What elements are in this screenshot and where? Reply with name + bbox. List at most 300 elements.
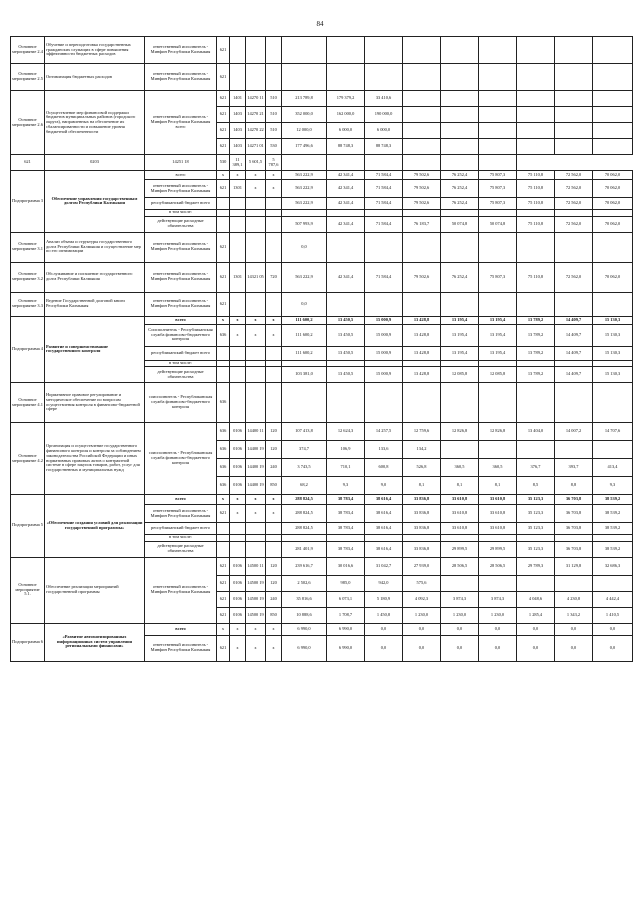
table-cell: 0,0: [517, 635, 555, 661]
table-cell: 75 807,3: [479, 180, 517, 198]
table-cell: 13 195,4: [441, 324, 479, 346]
table-cell: 13 195,4: [441, 316, 479, 324]
table-cell: x: [217, 171, 230, 180]
table-cell: x: [230, 316, 246, 324]
table-cell: 239 616,7: [282, 557, 327, 575]
table-cell: [266, 346, 282, 360]
table-cell: 507 993,9: [282, 216, 327, 232]
table-cell: [517, 91, 555, 107]
table-cell: [593, 232, 633, 262]
table-cell: 6 990,0: [327, 635, 365, 661]
table-cell: 15 130,3: [593, 367, 633, 383]
table-cell: 12 000,0: [282, 123, 327, 139]
table-cell: [230, 64, 246, 91]
table-cell: 120: [266, 557, 282, 575]
table-cell: [555, 441, 593, 459]
table-cell: Основное мероприятие 3.2: [11, 262, 45, 292]
table-cell: 13 789,2: [517, 316, 555, 324]
table-cell: [441, 155, 479, 171]
table-row: [11, 495, 633, 505]
table-cell: 13 450,5: [327, 324, 365, 346]
table-cell: 5 180,9: [365, 591, 403, 607]
table-cell: [555, 64, 593, 91]
table-cell: 42 341,4: [327, 216, 365, 232]
table-cell: 13 789,2: [517, 367, 555, 383]
table-cell: 1403: [230, 139, 246, 155]
table-cell: 76 252,4: [441, 198, 479, 210]
table-cell: 13 195,4: [479, 316, 517, 324]
table-cell: 352 000,0: [282, 107, 327, 123]
table-cell: Основное мероприятие 2.4: [11, 37, 45, 64]
table-cell: x: [217, 316, 230, 324]
table-cell: Осуществление мер финансовой поддержки бюджетов муниципальных районов (городского округа), направленных на обеспечение их сбалансированности и повышение уровня бюджетной обеспеченности: [45, 91, 145, 155]
table-cell: 563 222,9: [282, 262, 327, 292]
table-cell: 31 042,7: [365, 557, 403, 575]
table-cell: Нормативное правовое регулирование и методическое обеспечение по вопросам осуществления контроля в финансово-бюджетной сфере: [45, 383, 145, 423]
table-cell: 36 703,8: [555, 505, 593, 523]
table-cell: x: [266, 505, 282, 523]
table-cell: 75 110,8: [517, 198, 555, 210]
table-cell: 35 123,3: [517, 523, 555, 535]
table-cell: 376,7: [517, 459, 555, 477]
table-cell: 0106: [230, 441, 246, 459]
table-cell: 1 230,0: [403, 607, 441, 623]
table-cell: 636: [217, 459, 230, 477]
table-cell: 9,3: [593, 477, 633, 495]
table-cell: [517, 37, 555, 64]
table-cell: 27 939,0: [403, 557, 441, 575]
table-cell: 76 252,4: [441, 180, 479, 198]
table-cell: Основное мероприятие 4.1: [11, 383, 45, 423]
table-cell: 8,8: [555, 477, 593, 495]
table-cell: x: [266, 171, 282, 180]
table-cell: 33 836,8: [403, 523, 441, 535]
table-cell: x: [230, 495, 246, 505]
table-cell: 72 562,0: [555, 198, 593, 210]
table-cell: 29 899,5: [479, 541, 517, 557]
table-cell: 8,1: [479, 477, 517, 495]
table-row: [11, 232, 633, 262]
table-cell: [365, 232, 403, 262]
table-cell: 0106: [230, 557, 246, 575]
table-cell: 14500 11: [246, 557, 266, 575]
budget-table-body: [11, 37, 633, 662]
table-cell: 288 824,5: [282, 495, 327, 505]
table-cell: 621: [217, 37, 230, 64]
table-cell: 942,0: [365, 575, 403, 591]
table-cell: x: [266, 635, 282, 661]
table-cell: 38 539,2: [593, 495, 633, 505]
table-cell: 636: [217, 477, 230, 495]
table-cell: 29 789,3: [517, 557, 555, 575]
table-cell: 35 123,3: [517, 541, 555, 557]
table-cell: 14 409,7: [555, 324, 593, 346]
table-cell: 75 807,3: [479, 198, 517, 210]
table-cell: республиканский бюджет всего: [145, 523, 217, 535]
table-cell: ответственный исполнитель - Минфин Республики Калмыкия: [145, 505, 217, 523]
table-cell: 636: [217, 324, 230, 346]
table-cell: x: [266, 180, 282, 198]
table-cell: [517, 383, 555, 423]
table-cell: x: [217, 495, 230, 505]
table-cell: [246, 37, 266, 64]
table-cell: «Обеспечение создания условий для реализации государственной программы»: [45, 495, 145, 558]
table-cell: 120: [266, 423, 282, 441]
table-cell: 530: [217, 155, 230, 171]
table-cell: 213 789,8: [282, 91, 327, 107]
table-cell: 38 616,4: [365, 523, 403, 535]
table-cell: 33 836,8: [403, 541, 441, 557]
table-cell: 13 428,8: [403, 324, 441, 346]
table-cell: [266, 541, 282, 557]
table-cell: [282, 37, 327, 64]
table-cell: всего: [145, 171, 217, 180]
table-cell: 33 610,8: [479, 505, 517, 523]
table-cell: ответственный исполнитель - Минфин Республики Калмыкия: [145, 292, 217, 316]
table-cell: ответственный исполнитель - Минфин Республики Калмыкия: [145, 262, 217, 292]
table-cell: [403, 37, 441, 64]
table-cell: 12 085,8: [479, 367, 517, 383]
table-cell: 88 748,3: [365, 139, 403, 155]
table-cell: 526,8: [403, 459, 441, 477]
table-cell: 13 450,5: [327, 316, 365, 324]
table-cell: 42 341,4: [327, 262, 365, 292]
table-cell: 985,0: [327, 575, 365, 591]
table-cell: 0,0: [403, 635, 441, 661]
table-cell: ответственный исполнитель - Минфин Республики Калмыкия всего: [145, 91, 217, 155]
table-cell: [479, 123, 517, 139]
table-cell: [441, 64, 479, 91]
table-cell: 111 600,2: [282, 324, 327, 346]
table-cell: 5 787,6: [266, 155, 282, 171]
table-cell: [365, 64, 403, 91]
table-cell: 134,2: [403, 441, 441, 459]
table-cell: 0,0: [282, 292, 327, 316]
table-cell: [327, 155, 365, 171]
table-cell: [593, 575, 633, 591]
table-cell: [517, 123, 555, 139]
table-cell: 0,0: [517, 623, 555, 635]
table-cell: 6 990,0: [282, 623, 327, 635]
table-cell: [517, 575, 555, 591]
table-cell: соисполнитель - Республиканская служба финансово-бюджетного контроля: [145, 423, 217, 495]
table-cell: [327, 64, 365, 91]
table-cell: 133,6: [365, 441, 403, 459]
table-cell: [217, 216, 230, 232]
table-cell: 50 074,8: [441, 216, 479, 232]
table-cell: 14400 19: [246, 477, 266, 495]
table-cell: [479, 139, 517, 155]
table-row: [11, 292, 633, 316]
table-cell: 13 428,8: [403, 316, 441, 324]
table-cell: [403, 64, 441, 91]
table-cell: в том числе:: [145, 535, 217, 542]
table-cell: 13 195,4: [479, 324, 517, 346]
budget-table: [10, 36, 633, 662]
table-cell: Подпрограмма 5: [11, 495, 45, 558]
table-cell: [555, 91, 593, 107]
table-cell: 1 410,5: [593, 607, 633, 623]
table-cell: 70 062,0: [593, 180, 633, 198]
table-cell: 75 110,8: [517, 171, 555, 180]
table-cell: 6 073,1: [327, 591, 365, 607]
table-cell: 72 562,0: [555, 171, 593, 180]
table-cell: [479, 575, 517, 591]
table-cell: [266, 198, 282, 210]
table-cell: 4 092,3: [403, 591, 441, 607]
table-cell: 75 807,3: [479, 262, 517, 292]
table-cell: 70 062,0: [593, 216, 633, 232]
table-cell: x: [246, 495, 266, 505]
table-cell: всего: [145, 316, 217, 324]
table-cell: 15 130,3: [593, 316, 633, 324]
table-cell: Оптимизация бюджетных расходов: [45, 64, 145, 91]
table-cell: 14 409,7: [555, 367, 593, 383]
table-cell: 636: [217, 441, 230, 459]
table-cell: [230, 346, 246, 360]
table-cell: 1 230,0: [441, 607, 479, 623]
table-cell: Ведение Государственной долговой книги Республики Калмыкия: [45, 292, 145, 316]
table-cell: 13 428,8: [403, 346, 441, 360]
table-row: [11, 423, 633, 441]
table-cell: 0106: [230, 477, 246, 495]
table-row: [11, 155, 633, 171]
table-cell: 13 450,5: [327, 346, 365, 360]
table-row: [11, 37, 633, 64]
table-cell: 32 686,3: [593, 557, 633, 575]
table-cell: 13 428,8: [403, 367, 441, 383]
table-cell: 30 016,6: [327, 557, 365, 575]
table-cell: [441, 123, 479, 139]
table-cell: 0,0: [282, 232, 327, 262]
table-row: [11, 623, 633, 635]
table-cell: 12 826,8: [441, 423, 479, 441]
table-cell: ответственный исполнитель - Минфин Республики Калмыкия: [145, 232, 217, 262]
table-cell: 28 506,5: [441, 557, 479, 575]
table-cell: 0,0: [555, 623, 593, 635]
table-cell: 3 874,3: [479, 591, 517, 607]
table-cell: 12 759,6: [403, 423, 441, 441]
table-cell: действующие расходные обязательства: [145, 216, 217, 232]
table-cell: 621: [217, 557, 230, 575]
table-cell: 9,0: [365, 477, 403, 495]
table-row: [11, 557, 633, 575]
table-cell: [246, 64, 266, 91]
table-cell: 8,1: [403, 477, 441, 495]
table-cell: в том числе:: [145, 360, 217, 367]
table-cell: [230, 383, 246, 423]
table-cell: 9,3: [327, 477, 365, 495]
table-cell: Развитие и совершенствование государственного контроля: [45, 316, 145, 383]
table-cell: [403, 139, 441, 155]
table-cell: 38 783,4: [327, 523, 365, 535]
table-cell: 1 450,8: [365, 607, 403, 623]
table-cell: [266, 383, 282, 423]
table-row: [11, 316, 633, 324]
table-cell: x: [246, 623, 266, 635]
table-cell: Основное мероприятие 2.6: [11, 91, 45, 155]
table-cell: 510: [266, 123, 282, 139]
table-cell: 71 584,4: [365, 180, 403, 198]
table-cell: x: [246, 635, 266, 661]
table-cell: [403, 91, 441, 107]
table-cell: Обучение и переподготовка государственных гражданских служащих в сфере повышения эффективности бюджетных расходов: [45, 37, 145, 64]
table-cell: 75 110,8: [517, 180, 555, 198]
table-cell: 575,6: [403, 575, 441, 591]
table-cell: x: [217, 623, 230, 635]
table-cell: 1 230,0: [479, 607, 517, 623]
table-cell: [479, 64, 517, 91]
table-cell: 111 600,2: [282, 316, 327, 324]
table-cell: 621: [217, 232, 230, 262]
table-cell: 3 874,3: [441, 591, 479, 607]
table-cell: 14 707,6: [593, 423, 633, 441]
table-cell: x: [246, 316, 266, 324]
table-cell: 72 562,0: [555, 262, 593, 292]
table-cell: [593, 64, 633, 91]
table-cell: 621: [217, 575, 230, 591]
table-cell: [365, 37, 403, 64]
table-cell: 710,1: [327, 459, 365, 477]
table-cell: [327, 37, 365, 64]
table-cell: [403, 123, 441, 139]
table-cell: 42 341,4: [327, 198, 365, 210]
table-cell: 12 624,3: [327, 423, 365, 441]
table-cell: x: [246, 324, 266, 346]
table-cell: 38 539,2: [593, 505, 633, 523]
table-cell: 36 703,8: [555, 523, 593, 535]
page-number: 84: [316, 20, 324, 28]
table-cell: 35 816,6: [282, 591, 327, 607]
table-cell: ответственный исполнитель - Минфин Республики Калмыкия: [145, 180, 217, 198]
table-cell: [365, 292, 403, 316]
table-cell: 35 123,3: [517, 505, 555, 523]
table-cell: 1401: [230, 91, 246, 107]
table-cell: 33 836,8: [403, 495, 441, 505]
table-cell: 14271 01: [246, 139, 266, 155]
table-cell: [593, 123, 633, 139]
table-cell: 14400 19: [246, 441, 266, 459]
table-cell: 1403: [230, 123, 246, 139]
table-cell: 190 000,0: [365, 107, 403, 123]
table-cell: [517, 232, 555, 262]
table-cell: 0106: [230, 575, 246, 591]
table-cell: 1403: [230, 107, 246, 123]
table-cell: 13 789,2: [517, 324, 555, 346]
table-cell: 120: [266, 441, 282, 459]
table-cell: Подпрограмма 3: [11, 171, 45, 233]
table-cell: [593, 91, 633, 107]
table-cell: 35 123,3: [517, 495, 555, 505]
table-cell: x: [246, 171, 266, 180]
table-cell: 0203: [45, 155, 145, 171]
table-cell: 36 703,8: [555, 495, 593, 505]
table-cell: 12 085,8: [441, 367, 479, 383]
table-cell: 3 743,5: [282, 459, 327, 477]
table-cell: 8,5: [517, 477, 555, 495]
table-cell: [217, 367, 230, 383]
table-cell: [327, 292, 365, 316]
table-cell: Основное мероприятие 5.1.: [11, 557, 45, 623]
table-cell: [517, 292, 555, 316]
table-cell: 621: [217, 107, 230, 123]
table-cell: [217, 523, 230, 535]
table-cell: [246, 232, 266, 262]
table-cell: Обеспечение реализации мероприятий государственной программы: [45, 557, 145, 623]
table-cell: [246, 383, 266, 423]
table-cell: [403, 292, 441, 316]
table-cell: [266, 64, 282, 91]
table-cell: 71 584,4: [365, 216, 403, 232]
table-cell: [517, 64, 555, 91]
table-cell: x: [230, 505, 246, 523]
table-cell: [230, 367, 246, 383]
table-cell: [246, 216, 266, 232]
table-cell: 15 130,3: [593, 324, 633, 346]
table-row: [11, 64, 633, 91]
table-cell: 107 413,8: [282, 423, 327, 441]
table-cell: [593, 383, 633, 423]
table-cell: [266, 367, 282, 383]
table-cell: 510: [266, 91, 282, 107]
table-cell: 510: [266, 107, 282, 123]
table-cell: 13 195,4: [441, 346, 479, 360]
table-cell: 0106: [230, 459, 246, 477]
table-cell: 13 789,2: [517, 346, 555, 360]
table-cell: 50 074,8: [479, 216, 517, 232]
table-cell: 636: [217, 423, 230, 441]
table-cell: [441, 91, 479, 107]
table-cell: 240: [266, 459, 282, 477]
table-cell: 70 062,0: [593, 198, 633, 210]
table-cell: [266, 292, 282, 316]
table-cell: 111 600,2: [282, 346, 327, 360]
table-cell: 0106: [230, 607, 246, 623]
table-cell: [555, 575, 593, 591]
table-cell: 1 708,7: [327, 607, 365, 623]
table-cell: 636: [217, 383, 230, 423]
table-cell: [593, 441, 633, 459]
table-cell: 621: [217, 262, 230, 292]
table-cell: 0,0: [403, 623, 441, 635]
table-cell: [593, 37, 633, 64]
table-cell: 1 285,4: [517, 607, 555, 623]
table-cell: 33 836,8: [403, 505, 441, 523]
table-cell: 177 496,6: [282, 139, 327, 155]
table-cell: 1 343,2: [555, 607, 593, 623]
table-cell: [479, 107, 517, 123]
table-row: [11, 383, 633, 423]
table-cell: 14270 21: [246, 107, 266, 123]
table-cell: 68,2: [282, 477, 327, 495]
table-cell: 13 404,0: [517, 423, 555, 441]
table-cell: [230, 292, 246, 316]
table-cell: x: [266, 495, 282, 505]
table-cell: 240: [266, 591, 282, 607]
table-cell: [479, 232, 517, 262]
table-cell: 38 783,4: [327, 495, 365, 505]
table-cell: [403, 232, 441, 262]
table-cell: 621: [217, 635, 230, 661]
table-cell: 75 807,3: [479, 171, 517, 180]
table-cell: 31 129,8: [555, 557, 593, 575]
table-cell: x: [246, 180, 266, 198]
table-cell: [441, 383, 479, 423]
table-cell: 281 401,9: [282, 541, 327, 557]
table-cell: [441, 37, 479, 64]
table-cell: всего: [145, 623, 217, 635]
table-cell: 563 222,9: [282, 180, 327, 198]
